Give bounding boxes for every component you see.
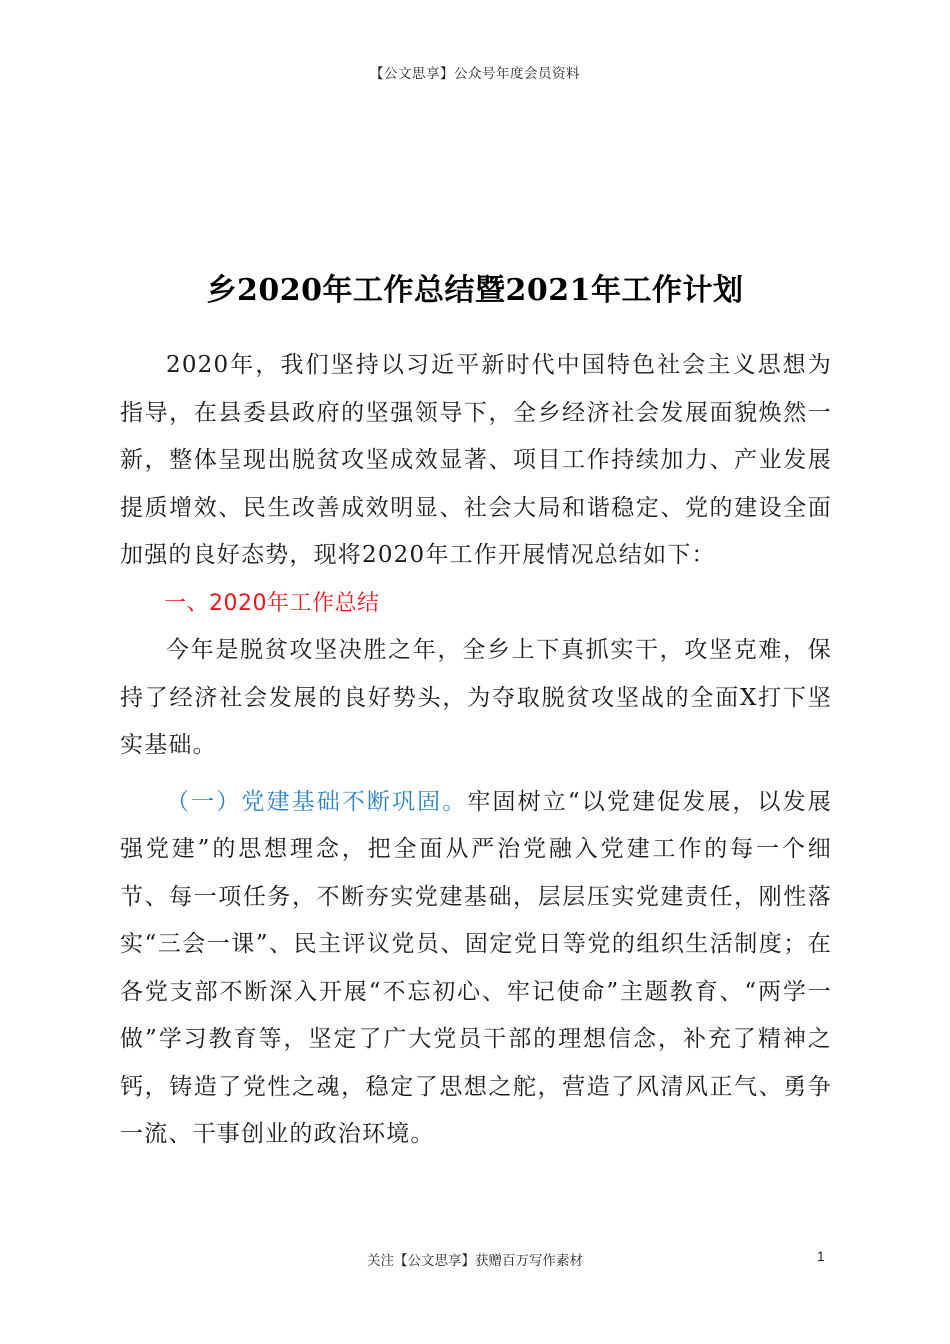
page-footer: 关注【公文思享】获赠百万写作素材 <box>367 1253 583 1269</box>
intro-paragraph: 2020年，我们坚持以习近平新时代中国特色社会主义思想为指导，在县委县政府的坚强领导下，全乡经济社会发展面貌焕然一新，整体呈现出脱贫攻坚成效显著、项目工作持续加力、产业发展提质增效、民生改善成效明显、社会大局和谐稳定、党的建设全面加强的良好态势，现将2020年工作开展情况总结如下： <box>120 352 832 568</box>
page-number: 1 <box>817 1249 825 1264</box>
subsection-text: 牢固树立“以党建促发展，以发展强党建”的思想理念，把全面从严治党融入党建工作的每一个细节、每一项任务，不断夯实党建基础，层层压实党建责任，刚性落实“三会一课”、民主评议党员、固定党日等党的组织生活制度；在各党支部不断深入开展“不忘初心、牢记使命”主题教育、“两学一做”学习教育等，坚定了广大党员干部的理想信念，补充了精神之钙，铸造了党性之魂，稳定了思想之舵，营造了风清风正气、勇争一流、干事创业的政治环境。 <box>120 788 832 1147</box>
subsection-heading: （一）党建基础不断巩固。 <box>166 788 468 815</box>
document-body <box>120 342 832 1159</box>
section-intro-paragraph: 今年是脱贫攻坚决胜之年，全乡上下真抓实干，攻坚克难，保持了经济社会发展的良好势头，为夺取脱贫攻坚战的全面X打下坚实基础。 <box>120 637 832 758</box>
document-title: 乡2020年工作总结暨2021年工作计划 <box>206 273 744 308</box>
subsection-paragraph <box>120 779 832 1159</box>
page-header: 【公文思享】公众号年度会员资料 <box>370 66 580 82</box>
section-heading: 一、2020年工作总结 <box>164 590 380 616</box>
